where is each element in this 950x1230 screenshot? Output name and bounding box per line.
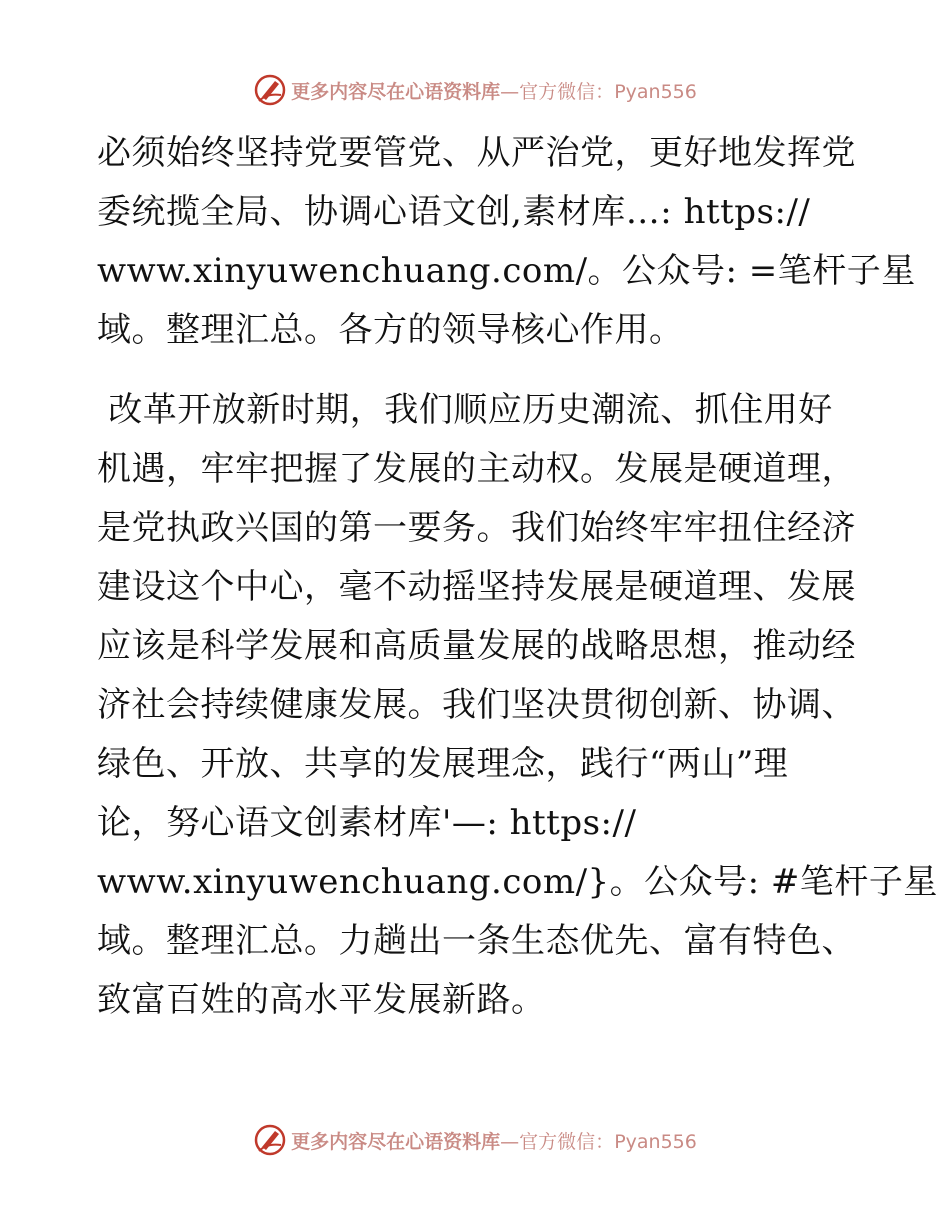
- logo-icon: [253, 1123, 287, 1157]
- text-line: 域。整理汇总。各方的领导核心作用。: [97, 310, 684, 350]
- header-banner-dash: —官方微信：: [500, 80, 615, 103]
- text-line: 域。整理汇总。力趟出一条生态优先、富有特色、: [97, 921, 856, 961]
- text-line: 绿色、开放、共享的发展理念，践行“两山”理: [97, 744, 789, 784]
- header-banner-account: Pyan556: [614, 80, 697, 103]
- text-line: 致富百姓的高水平发展新路。: [97, 980, 546, 1020]
- footer-banner-account: Pyan556: [614, 1130, 697, 1153]
- paragraph-1: [97, 124, 916, 360]
- logo-icon: [253, 73, 287, 107]
- paragraph-2: [97, 381, 938, 1030]
- footer-banner-dash: —官方微信：: [500, 1130, 615, 1153]
- text-line: 必须始终坚持党要管党、从严治党，更好地发挥党: [97, 133, 856, 173]
- text-line: 委统揽全局、协调心语文创,素材库…: https://: [97, 192, 811, 232]
- header-banner-title: 更多内容尽在心语资料库: [291, 80, 501, 103]
- footer-banner-text: [291, 1127, 697, 1154]
- text-line: 建设这个中心，毫不动摇坚持发展是硬道理、发展: [97, 567, 856, 607]
- text-line: 是党执政兴国的第一要务。我们始终牢牢扭住经济: [97, 508, 856, 548]
- text-line: 应该是科学发展和高质量发展的战略思想，推动经: [97, 626, 856, 666]
- text-line: 济社会持续健康发展。我们坚决贯彻创新、协调、: [97, 685, 856, 725]
- footer-banner-title: 更多内容尽在心语资料库: [291, 1130, 501, 1153]
- header-banner-text: [291, 77, 697, 104]
- text-line: www.xinyuwenchuang.com/}。公众号: #笔杆子星: [97, 862, 938, 902]
- text-line: 改革开放新时期，我们顺应历史潮流、抓住用好: [97, 390, 833, 430]
- footer-watermark-banner: [0, 1120, 950, 1160]
- text-line: 论，努心语文创素材库'—: https://: [97, 803, 637, 843]
- text-line: 机遇，牢牢把握了发展的主动权。发展是硬道理，: [97, 449, 856, 489]
- paragraph-spacer: [97, 360, 857, 381]
- document-body: [97, 124, 938, 1030]
- text-line: www.xinyuwenchuang.com/。公众号: =笔杆子星: [97, 251, 916, 291]
- header-watermark-banner: [0, 70, 950, 110]
